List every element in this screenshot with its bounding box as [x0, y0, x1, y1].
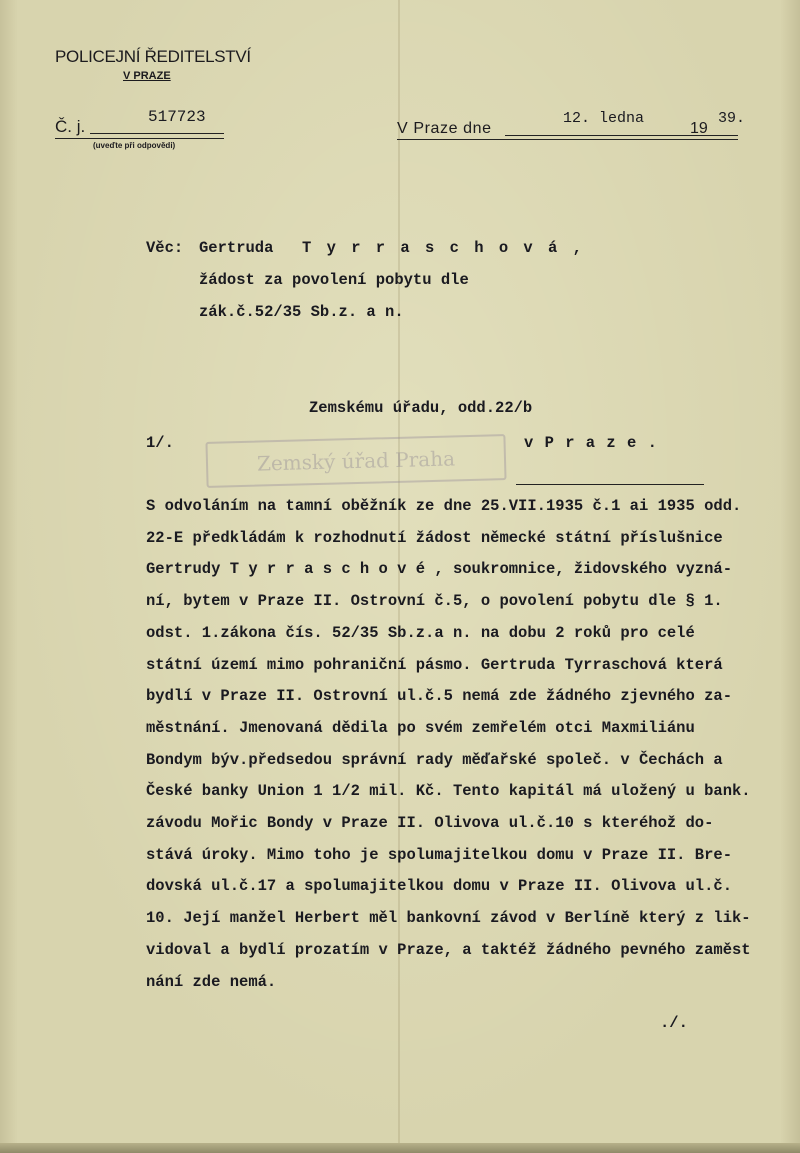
date-value: 12. ledna — [563, 110, 645, 127]
recipient: Zemskému úřadu, odd.22/b — [309, 399, 533, 417]
subject-name-last: T y r r a s c h o v á , — [302, 239, 585, 257]
body-line: Bondym býv.předsedou správní rady měďařské společ. v Čechách a — [146, 751, 723, 769]
date-rule-lower — [397, 139, 738, 140]
reference-rule — [90, 133, 224, 134]
paper-edge — [0, 1143, 800, 1153]
date-label: V Praze dne — [397, 120, 492, 137]
body-line: nání zde nemá. — [146, 973, 277, 991]
body-line: ní, bytem v Praze II. Ostrovní č.5, o povolení pobytu dle § 1. — [146, 592, 723, 610]
faded-stamp: Zemský úřad Praha — [205, 434, 506, 488]
body-line: bydlí v Praze II. Ostrovní ul.č.5 nemá zde žádného zjevného za- — [146, 687, 732, 705]
body-line: S odvoláním na tamní oběžník ze dne 25.VII.1935 č.1 ai 1935 odd. — [146, 497, 742, 515]
office-name: POLICEJNÍ ŘEDITELSTVÍ — [55, 47, 251, 66]
letterhead-rule — [55, 138, 224, 139]
continuation-mark: ./. — [660, 1014, 688, 1032]
date-rule — [505, 135, 738, 136]
reference-number: 517723 — [148, 108, 206, 126]
body-line: České banky Union 1 1/2 mil. Kč. Tento kapitál má uložený u bank. — [146, 782, 751, 800]
body-line: vidoval a bydlí prozatím v Praze, a taktéž žádného pevného zaměst — [146, 941, 751, 959]
subject-line-2: žádost za povolení pobytu dle — [199, 271, 469, 289]
body-line: stává úroky. Mimo toho je spolumajitelkou domu v Praze II. Bre- — [146, 846, 732, 864]
body-line: závodu Mořic Bondy v Praze II. Olivova ul.č.10 s kteréhož do- — [146, 814, 714, 832]
body-line: dovská ul.č.17 a spolumajitelkou domu v Praze II. Olivova ul.č. — [146, 877, 732, 895]
body-line: Gertrudy T y r r a s c h o v é , soukromnice, židovského vyzná- — [146, 560, 732, 578]
subject-lead: Věc: — [146, 239, 184, 257]
subject-name-first: Gertruda — [199, 239, 274, 257]
body-line: 22-E předkládám k rozhodnutí žádost německé státní příslušnice — [146, 529, 723, 547]
reference-label: Č. j. — [55, 117, 86, 136]
body-line: odst. 1.zákona čís. 52/35 Sb.z.a n. na dobu 2 roků pro celé — [146, 624, 695, 642]
body-line: městnání. Jmenovaná dědila po svém zemřelém otci Maxmiliánu — [146, 719, 695, 737]
subject-line-3: zák.č.52/35 Sb.z. a n. — [199, 303, 404, 321]
recipient-city: v P r a z e . — [524, 434, 658, 452]
body-line: 10. Její manžel Herbert měl bankovní závod v Berlíně který z lik- — [146, 909, 751, 927]
year-prefix: 19 — [690, 120, 708, 137]
body-line: státní území mimo pohraniční pásmo. Gertruda Tyrraschová která — [146, 656, 723, 674]
item-number: 1/. — [146, 434, 174, 452]
reference-note: (uveďte při odpovědi) — [93, 141, 176, 150]
office-city: V PRAZE — [123, 70, 171, 82]
year-suffix: 39. — [718, 110, 746, 127]
recipient-rule — [516, 484, 704, 485]
